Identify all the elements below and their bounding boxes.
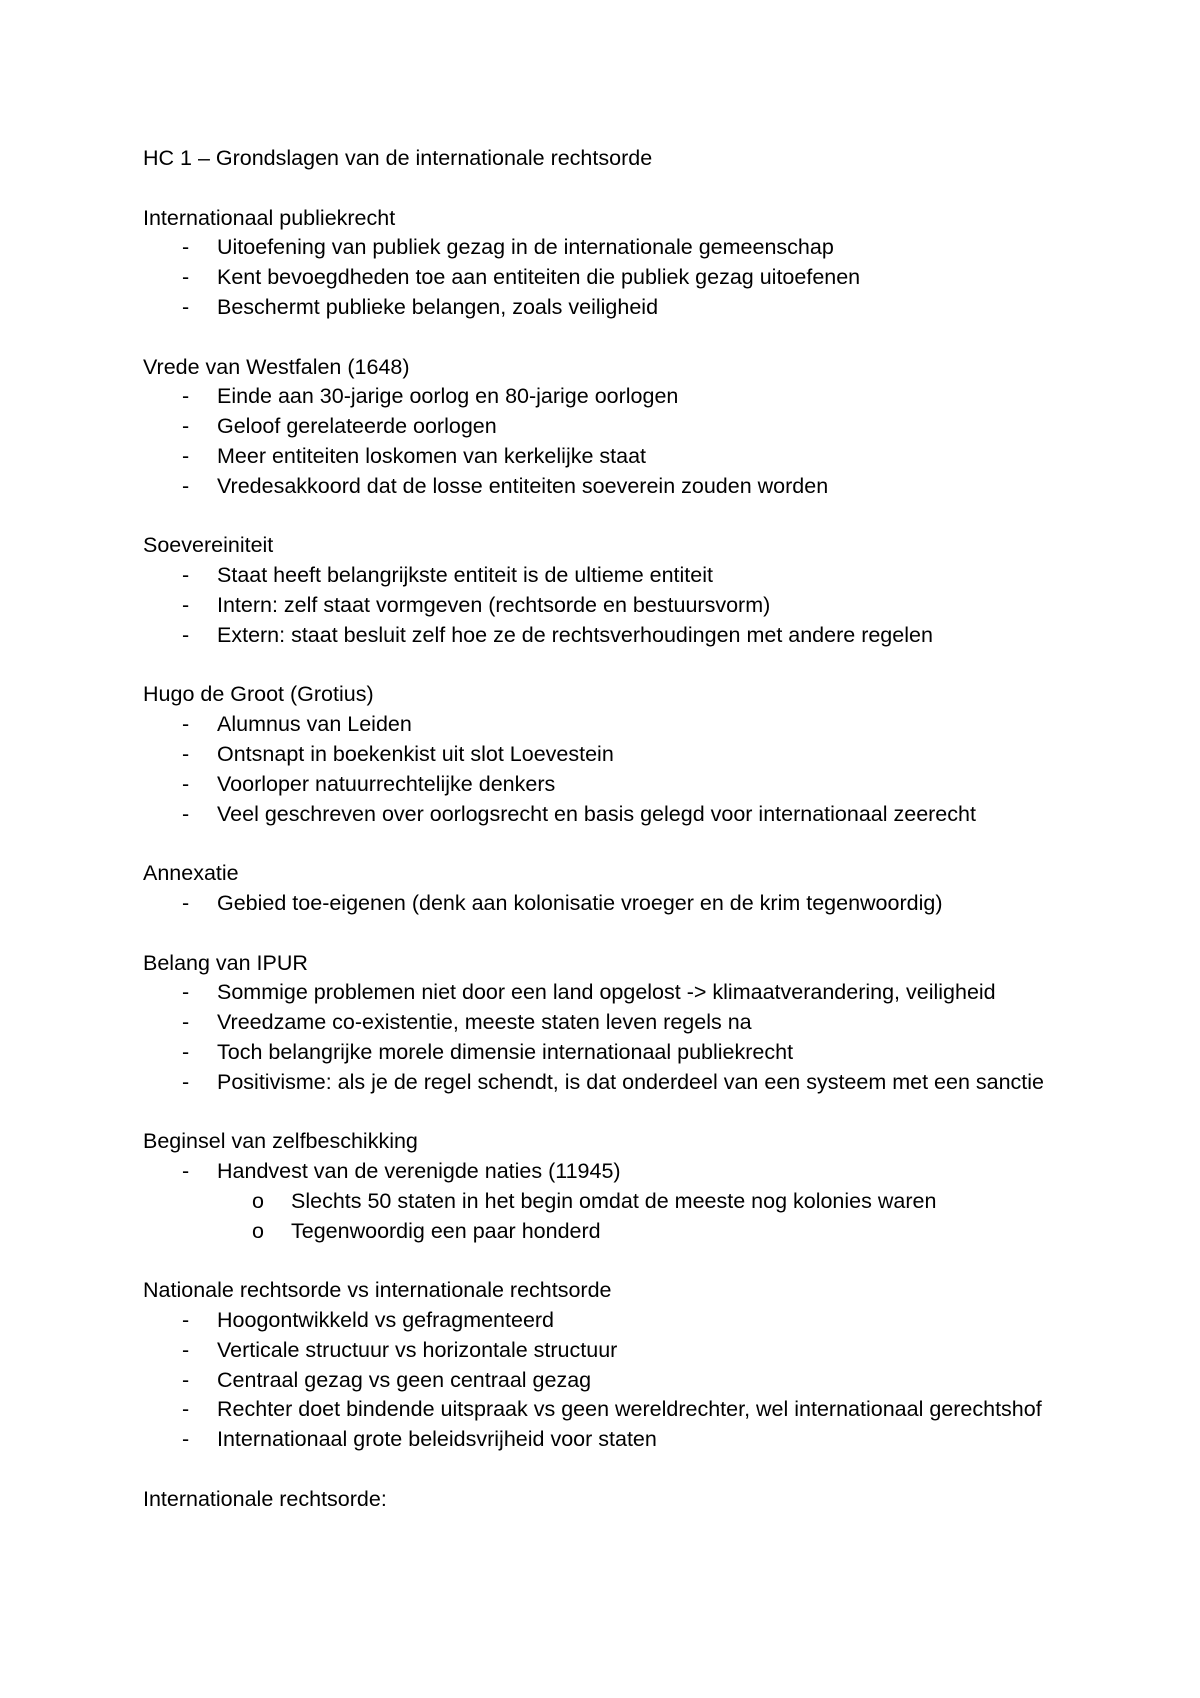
dash-bullet-icon: - xyxy=(182,890,190,915)
dash-bullet-icon: - xyxy=(182,265,190,290)
list-item-text: Beschermt publieke belangen, zoals veiligheid xyxy=(217,294,659,319)
list-item xyxy=(143,1008,1143,1038)
list-item-text: Rechter doet bindende uitspraak vs geen wereldrechter, wel internationaal gerechtshof xyxy=(217,1397,1042,1422)
dash-bullet-icon: - xyxy=(182,592,190,617)
list-item xyxy=(143,1068,1143,1098)
dash-bullet-icon: - xyxy=(182,414,190,439)
circle-bullet-icon: o xyxy=(252,1188,264,1213)
section-heading: Internationale rechtsorde: xyxy=(143,1486,387,1511)
list-item-text: Staat heeft belangrijkste entiteit is de ultieme entiteit xyxy=(217,563,713,588)
dash-bullet-icon: - xyxy=(182,294,190,319)
list-item-text: Internationaal grote beleidsvrijheid voor staten xyxy=(217,1427,657,1452)
list-item xyxy=(143,293,1143,323)
section-heading: Nationale rechtsorde vs internationale rechtsorde xyxy=(143,1278,612,1303)
sub-bullet-list xyxy=(217,1187,1143,1247)
document-body xyxy=(143,204,1143,1515)
list-item-text: Intern: zelf staat vormgeven (rechtsorde en bestuursvorm) xyxy=(217,592,771,617)
list-item-text: Ontsnapt in boekenkist uit slot Loevestein xyxy=(217,741,614,766)
bullet-list xyxy=(143,382,1143,501)
bullet-list xyxy=(143,1306,1143,1455)
list-item-text: Veel geschreven over oorlogsrecht en basis gelegd voor internationaal zeerecht xyxy=(217,801,976,826)
list-item-text: Vreedzame co-existentie, meeste staten leven regels na xyxy=(217,1010,752,1035)
dash-bullet-icon: - xyxy=(182,1367,190,1392)
dash-bullet-icon: - xyxy=(182,443,190,468)
dash-bullet-icon: - xyxy=(182,473,190,498)
list-item-text: Hoogontwikkeld vs gefragmenteerd xyxy=(217,1308,555,1333)
list-item-text: Meer entiteiten loskomen van kerkelijke staat xyxy=(217,443,647,468)
list-item-text: Verticale structuur vs horizontale structuur xyxy=(217,1337,618,1362)
dash-bullet-icon: - xyxy=(182,1010,190,1035)
list-item xyxy=(143,889,1143,919)
note-section xyxy=(143,859,1143,919)
bullet-list xyxy=(143,978,1143,1097)
note-section xyxy=(143,353,1143,502)
section-heading: Soevereiniteit xyxy=(143,533,274,558)
list-item-text: Uitoefening van publiek gezag in de internationale gemeenschap xyxy=(217,235,834,260)
list-item xyxy=(143,1306,1143,1336)
list-item-text: Kent bevoegdheden toe aan entiteiten die publiek gezag uitoefenen xyxy=(217,265,861,290)
dash-bullet-icon: - xyxy=(182,563,190,588)
dash-bullet-icon: - xyxy=(182,1069,190,1094)
section-heading: Belang van IPUR xyxy=(143,950,308,975)
list-item xyxy=(143,1038,1143,1068)
bullet-list xyxy=(143,889,1143,919)
list-item xyxy=(143,1157,1143,1246)
dash-bullet-icon: - xyxy=(182,1397,190,1422)
note-section xyxy=(143,204,1143,323)
list-item xyxy=(143,1336,1143,1366)
dash-bullet-icon: - xyxy=(182,1159,190,1184)
section-heading: Annexatie xyxy=(143,861,239,886)
dash-bullet-icon: - xyxy=(182,712,190,737)
list-item-text: Toch belangrijke morele dimensie internationaal publiekrecht xyxy=(217,1039,794,1064)
list-item-text: Vredesakkoord dat de losse entiteiten soeverein zouden worden xyxy=(217,473,829,498)
sub-list-item xyxy=(217,1217,1143,1247)
dash-bullet-icon: - xyxy=(182,1337,190,1362)
list-item xyxy=(143,472,1143,502)
list-item xyxy=(143,740,1143,770)
note-section xyxy=(143,1485,1143,1515)
list-item-text: Einde aan 30-jarige oorlog en 80-jarige oorlogen xyxy=(217,384,679,409)
list-item xyxy=(143,382,1143,412)
list-item-text: Centraal gezag vs geen centraal gezag xyxy=(217,1367,592,1392)
note-section xyxy=(143,1276,1143,1455)
sub-list-item-text: Slechts 50 staten in het begin omdat de meeste nog kolonies waren xyxy=(291,1188,937,1213)
bullet-list xyxy=(143,233,1143,322)
bullet-list xyxy=(143,710,1143,829)
note-section xyxy=(143,1127,1143,1246)
dash-bullet-icon: - xyxy=(182,801,190,826)
dash-bullet-icon: - xyxy=(182,771,190,796)
list-item xyxy=(143,591,1143,621)
dash-bullet-icon: - xyxy=(182,384,190,409)
section-heading: Internationaal publiekrecht xyxy=(143,205,396,230)
list-item xyxy=(143,800,1143,830)
list-item-text: Positivisme: als je de regel schendt, is dat onderdeel van een systeem met een sanctie xyxy=(217,1069,1045,1094)
list-item-text: Alumnus van Leiden xyxy=(217,712,412,737)
sub-list-item xyxy=(217,1187,1143,1217)
list-item xyxy=(143,1366,1143,1396)
section-heading: Vrede van Westfalen (1648) xyxy=(143,354,410,379)
dash-bullet-icon: - xyxy=(182,622,190,647)
list-item-text: Gebied toe-eigenen (denk aan kolonisatie vroeger en de krim tegenwoordig) xyxy=(217,890,943,915)
list-item xyxy=(143,1395,1143,1425)
dash-bullet-icon: - xyxy=(182,1427,190,1452)
sub-list-item-text: Tegenwoordig een paar honderd xyxy=(291,1218,601,1243)
list-item-text: Voorloper natuurrechtelijke denkers xyxy=(217,771,556,796)
document-title: HC 1 – Grondslagen van de internationale rechtsorde xyxy=(143,146,653,170)
note-section xyxy=(143,680,1143,829)
list-item xyxy=(143,263,1143,293)
list-item xyxy=(143,233,1143,263)
list-item xyxy=(143,1425,1143,1455)
list-item xyxy=(143,412,1143,442)
list-item-text: Extern: staat besluit zelf hoe ze de rechtsverhoudingen met andere regelen xyxy=(217,622,933,647)
bullet-list xyxy=(143,1157,1143,1246)
list-item xyxy=(143,710,1143,740)
list-item xyxy=(143,561,1143,591)
bullet-list xyxy=(143,561,1143,650)
list-item xyxy=(143,621,1143,651)
list-item xyxy=(143,442,1143,472)
section-heading: Beginsel van zelfbeschikking xyxy=(143,1129,418,1154)
list-item xyxy=(143,770,1143,800)
dash-bullet-icon: - xyxy=(182,980,190,1005)
section-heading: Hugo de Groot (Grotius) xyxy=(143,682,374,707)
dash-bullet-icon: - xyxy=(182,235,190,260)
document-page xyxy=(143,144,1143,1544)
dash-bullet-icon: - xyxy=(182,1308,190,1333)
note-section xyxy=(143,949,1143,1098)
dash-bullet-icon: - xyxy=(182,1039,190,1064)
dash-bullet-icon: - xyxy=(182,741,190,766)
note-section xyxy=(143,531,1143,650)
list-item-text: Sommige problemen niet door een land opgelost -> klimaatverandering, veiligheid xyxy=(217,980,996,1005)
list-item-text: Geloof gerelateerde oorlogen xyxy=(217,414,497,439)
list-item-text: Handvest van de verenigde naties (11945) xyxy=(217,1159,621,1184)
circle-bullet-icon: o xyxy=(252,1218,264,1243)
list-item xyxy=(143,978,1143,1008)
